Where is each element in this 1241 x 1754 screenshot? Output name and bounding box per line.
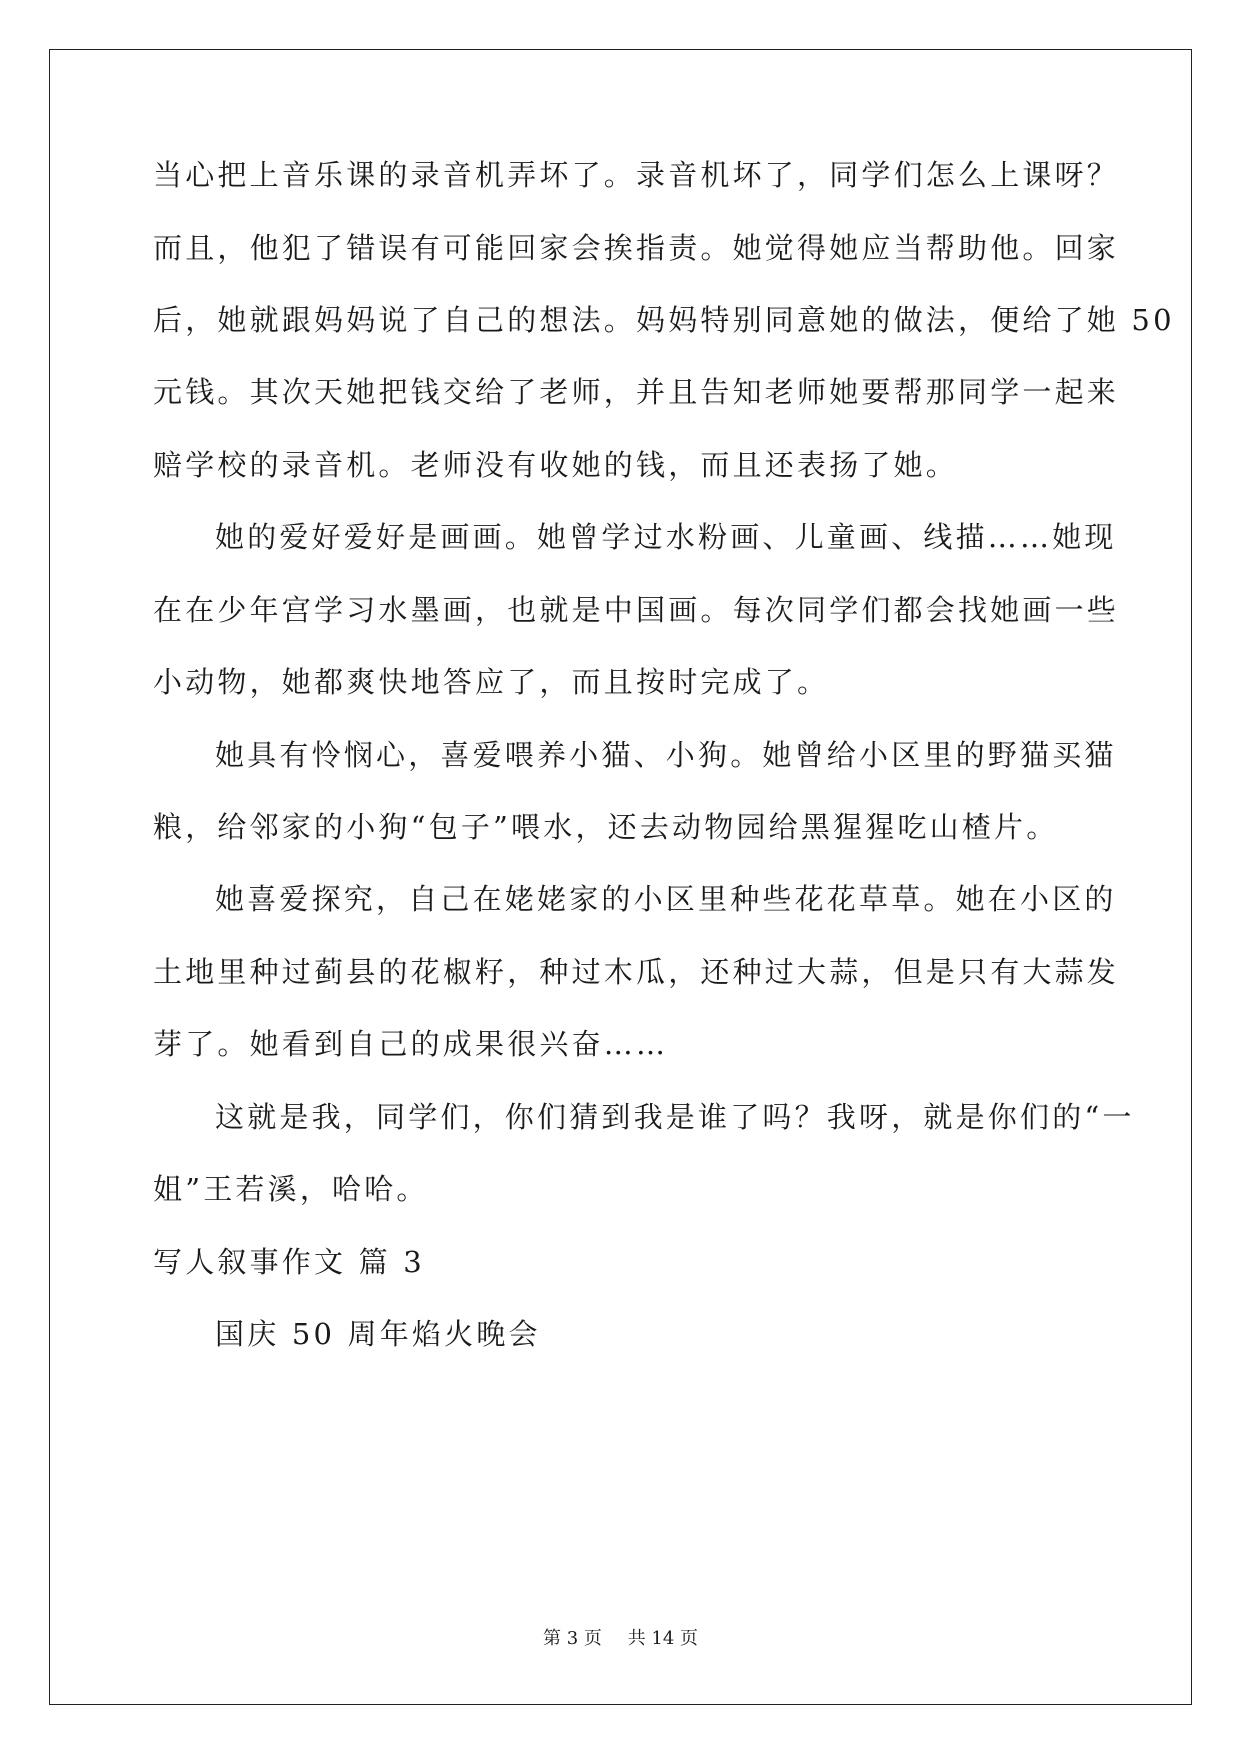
paragraph-start-line: 她喜爱探究，自己在姥姥家的小区里种些花花草草。她在小区的	[215, 882, 1117, 916]
page-footer	[0, 1624, 1241, 1650]
text-line: 当心把上音乐课的录音机弄坏了。录音机坏了，同学们怎么上课呀？	[153, 158, 1120, 192]
text-line: 赔学校的录音机。老师没有收她的钱，而且还表扬了她。	[153, 448, 959, 482]
paragraph-start-line: 她的爱好爱好是画画。她曾学过水粉画、儿童画、线描……她现	[215, 520, 1117, 554]
page-number: 第 3 页	[543, 1628, 602, 1649]
page-total: 共 14 页	[627, 1628, 698, 1649]
text-line: 元钱。其次天她把钱交给了老师，并且告知老师她要帮那同学一起来	[153, 375, 1120, 409]
section-heading: 写人叙事作文 篇 3	[153, 1245, 425, 1279]
text-line: 而且，他犯了错误有可能回家会挨指责。她觉得她应当帮助他。回家	[153, 231, 1120, 265]
paragraph-start-line: 她具有怜悯心，喜爱喂养小猫、小狗。她曾给小区里的野猫买猫	[215, 738, 1117, 772]
text-line: 在在少年宫学习水墨画，也就是中国画。每次同学们都会找她画一些	[153, 593, 1120, 627]
page-border	[49, 49, 1192, 1705]
text-line: 土地里种过蓟县的花椒籽，种过木瓜，还种过大蒜，但是只有大蒜发	[153, 955, 1120, 989]
paragraph-start-line: 这就是我，同学们，你们猜到我是谁了吗？我呀，就是你们的“一	[215, 1100, 1135, 1134]
text-line: 后，她就跟妈妈说了自己的想法。妈妈特别同意她的做法，便给了她 50	[153, 303, 1175, 337]
text-line: 姐”王若溪，哈哈。	[153, 1172, 429, 1206]
text-line: 芽了。她看到自己的成果很兴奋……	[153, 1027, 669, 1061]
text-line: 小动物，她都爽快地答应了，而且按时完成了。	[153, 665, 830, 699]
text-line: 粮，给邻家的小狗“包子”喂水，还去动物园给黑猩猩吃山楂片。	[153, 810, 1059, 844]
essay-title: 国庆 50 周年焰火晚会	[215, 1317, 541, 1351]
